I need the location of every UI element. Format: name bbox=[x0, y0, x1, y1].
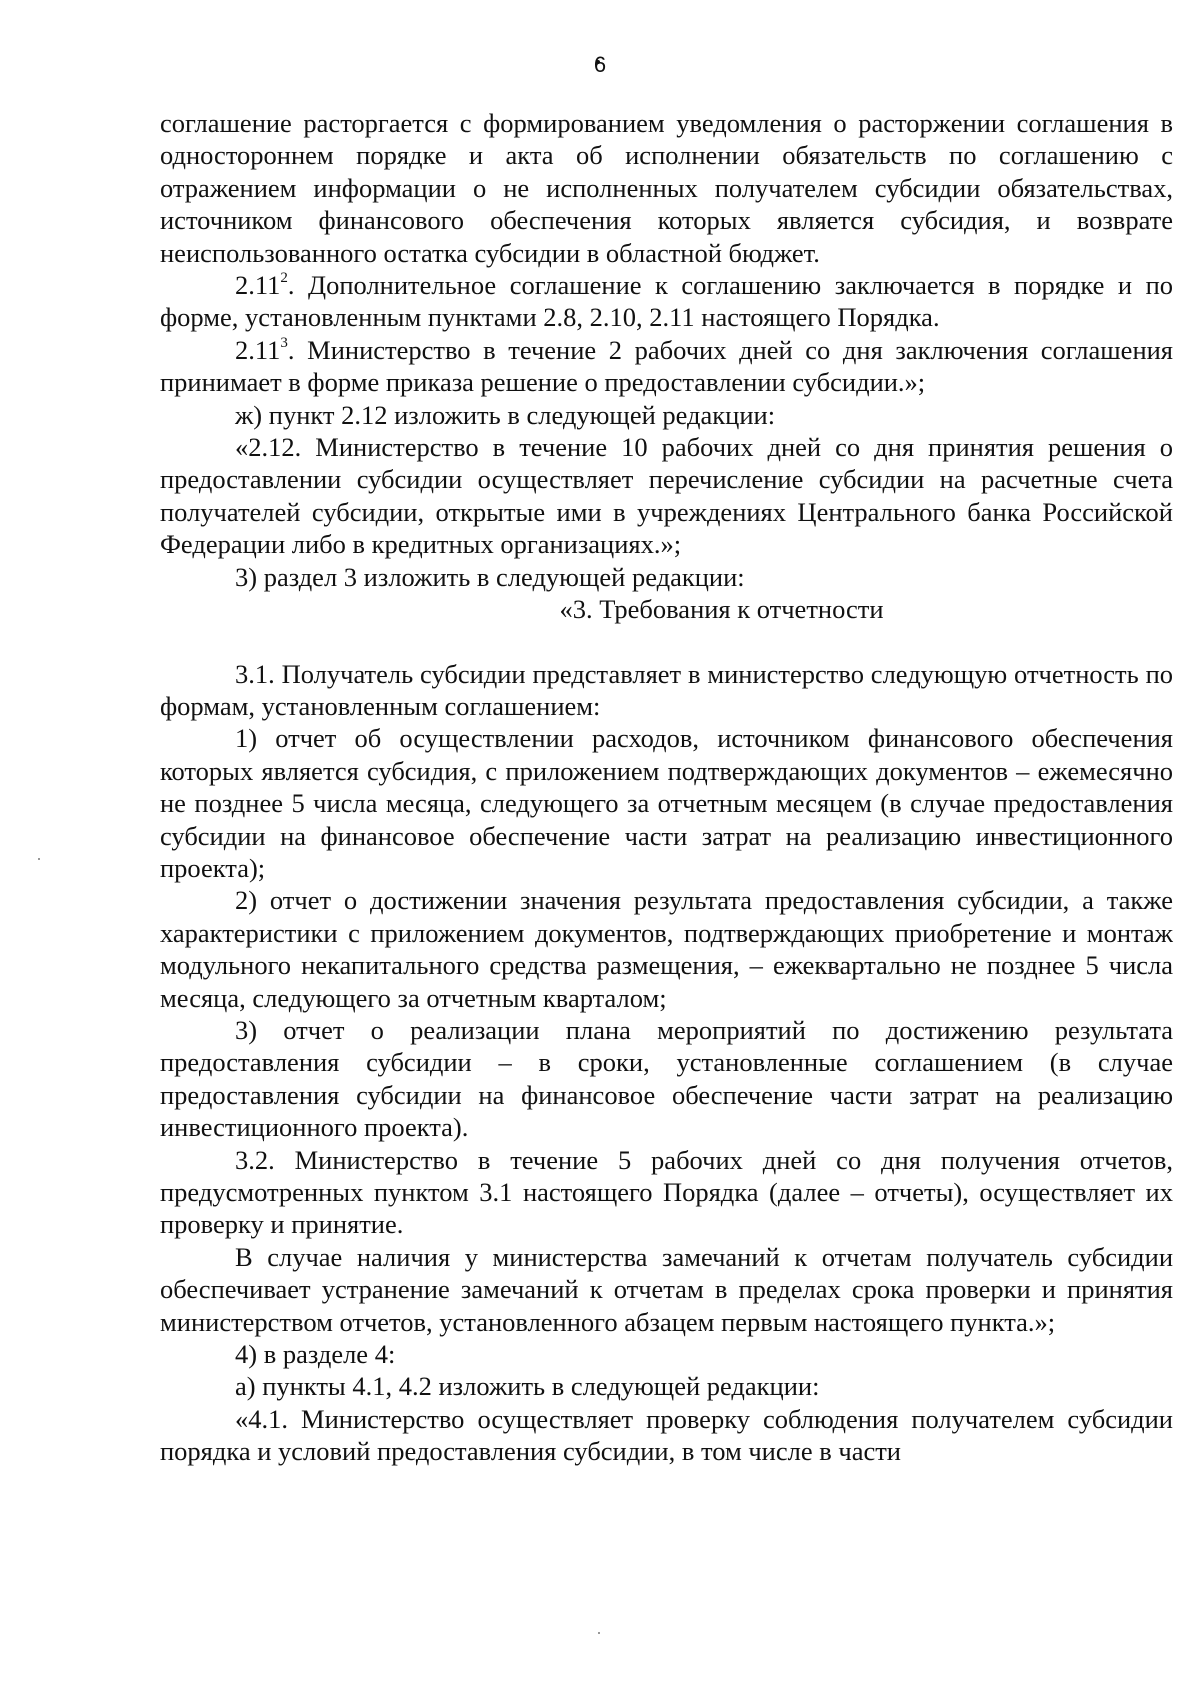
clause-number: 2.11 bbox=[235, 270, 281, 301]
paragraph-3-2: 3.2. Министерство в течение 5 рабочих дней со дня получения отчетов, предусмотренных пунктом 3.1 настоящего Порядка (далее – отчеты), осуществляет их проверку и принятие. bbox=[160, 1144, 1173, 1240]
clause-superscript: 2 bbox=[280, 270, 288, 287]
paragraph-2-11-2 bbox=[160, 269, 1173, 334]
document-body bbox=[160, 107, 1173, 1468]
paragraph-continuation: соглашение расторгается с формированием уведомления о расторжении соглашения в одностороннем порядке и акта об исполнении обязательств по соглашению с отражением информации о не исполненных получателем субсидии обязательствах, источником финансового обеспечения которых является субсидия, и возврате неиспользованного остатка субсидии в областной бюджет. bbox=[160, 108, 1173, 268]
paragraph-3-2-remarks: В случае наличия у министерства замечаний к отчетам получатель субсидии обеспечивает устранение замечаний к отчетам в пределах срока проверки и принятия министерством отчетов, установленного абзацем первым настоящего пункта.»; bbox=[160, 1241, 1173, 1337]
page-number: 6 bbox=[593, 52, 607, 77]
clause-text: . Министерство в течение 2 рабочих дней со дня заключения соглашения принимает в форме приказа решение о предоставлении субсидии.»; bbox=[160, 334, 1173, 398]
paragraph-amend-section-3: 3) раздел 3 изложить в следующей редакции: bbox=[235, 561, 745, 592]
paragraph-2-11-3 bbox=[160, 334, 1173, 399]
paragraph-amend-2-12: ж) пункт 2.12 изложить в следующей редакции: bbox=[235, 399, 776, 430]
clause-number: 2.11 bbox=[235, 334, 281, 365]
paragraph-3-1-item-3: 3) отчет о реализации плана мероприятий по достижению результата предоставления субсидии – в сроки, установленные соглашением (в случае предоставления субсидии на финансовое обеспечение части затрат на реализацию инвестиционного проекта). bbox=[160, 1014, 1173, 1143]
paragraph-3-1-item-2: 2) отчет о достижении значения результата предоставления субсидии, а также характеристики с приложением документов, подтверждающих приобретение и монтаж модульного некапитального средства размещения, – ежеквартально не позднее 5 числа месяца, следующего за отчетным кварталом; bbox=[160, 885, 1173, 1013]
paragraph-3-1-item-1: 1) отчет об осуществлении расходов, источником финансового обеспечения которых является субсидия, с приложением подтверждающих документов – ежемесячно не позднее 5 числа месяца, следующего за отчетным месяцем (в случае предоставления субсидии на финансовое обеспечение части затрат на реализацию инвестиционного проекта); bbox=[160, 723, 1173, 883]
paragraph-3-1: 3.1. Получатель субсидии представляет в министерство следующую отчетность по формам, установленным соглашением: bbox=[160, 658, 1173, 721]
paragraph-section-4: 4) в разделе 4: bbox=[235, 1339, 396, 1370]
clause-text: . Дополнительное соглашение к соглашению заключается в порядке и по форме, установленным пунктами 2.8, 2.10, 2.11 настоящего Порядка. bbox=[160, 270, 1173, 333]
paragraph-2-12: «2.12. Министерство в течение 10 рабочих дней со дня принятия решения о предоставлении субсидии осуществляет перечисление субсидии на расчетные счета получателей субсидии, открытые ими в учреждениях Центрального банка Российской Федерации либо в кредитных организациях.»; bbox=[160, 432, 1173, 560]
paragraph-amend-4-1-4-2: а) пункты 4.1, 4.2 изложить в следующей редакции: bbox=[235, 1371, 820, 1402]
scan-speck bbox=[38, 858, 40, 860]
clause-superscript: 3 bbox=[280, 334, 288, 351]
scan-speck bbox=[598, 1632, 600, 1634]
section-3-heading: «3. Требования к отчетности bbox=[559, 594, 884, 625]
spacer bbox=[160, 626, 1173, 658]
paragraph-4-1: «4.1. Министерство осуществляет проверку соблюдения получателем субсидии порядка и условий предоставления субсидии, в том числе в части bbox=[160, 1403, 1173, 1467]
